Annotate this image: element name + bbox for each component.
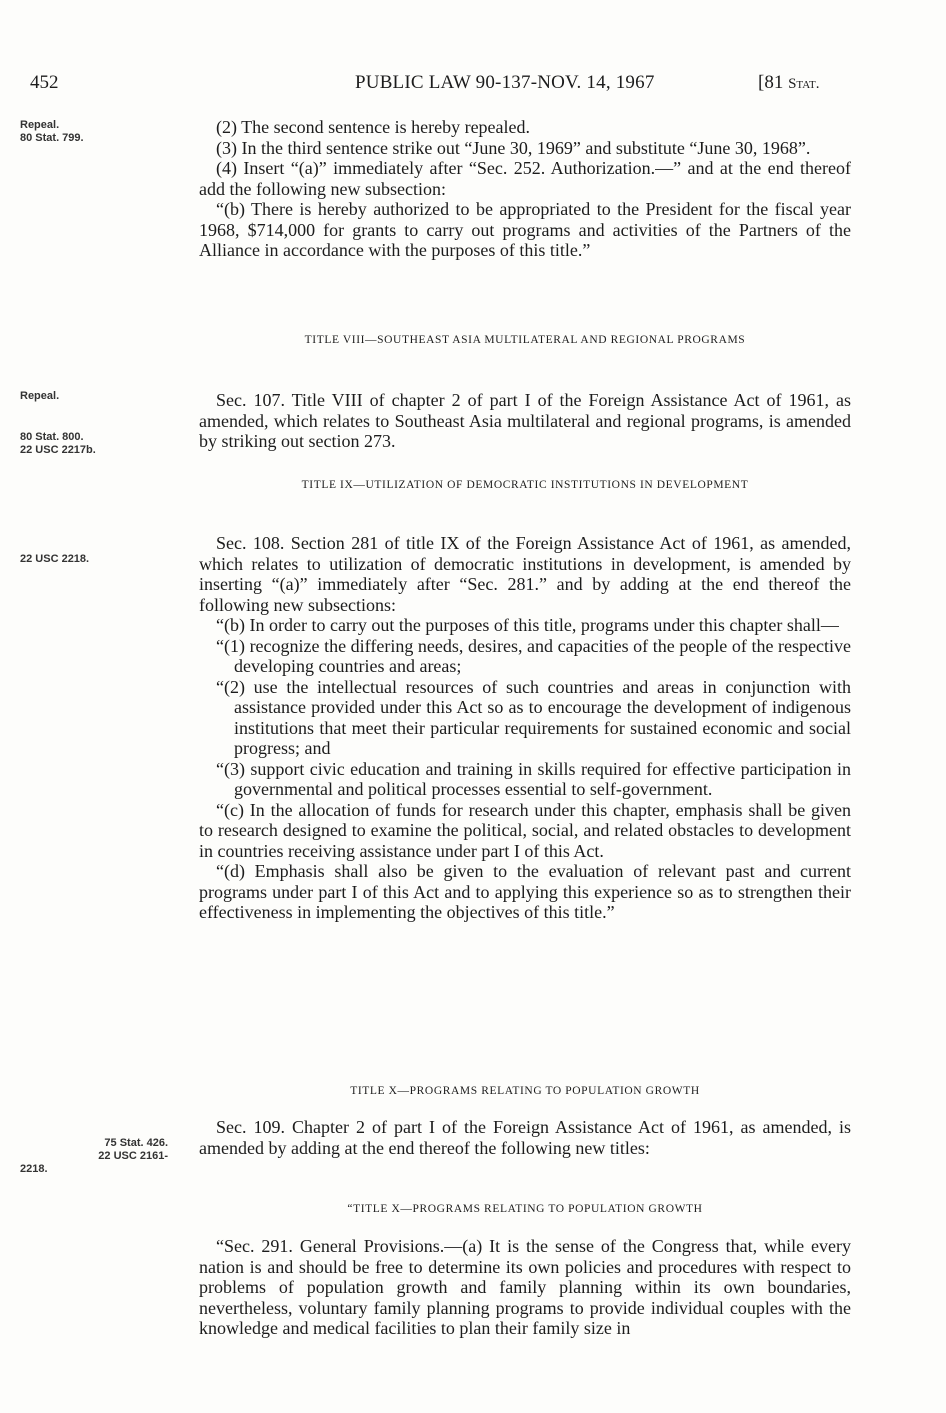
margin-citation: 75 Stat. 426. — [104, 1137, 168, 1149]
paragraph: “Sec. 291. General Provisions.—(a) It is the sense of the Congress that, while every nation is and should be free to determine its own policies and procedures with respect to problems of population growth and family planning within its own boundaries, nevertheless, voluntary family planning programs to provide individual couples with the knowledge and medical facilities to plan their family size in — [199, 1236, 851, 1338]
title-8-heading-block — [199, 331, 851, 349]
margin-citation: 22 USC 2217b. — [20, 444, 96, 456]
paragraph: (3) In the third sentence strike out “June 30, 1969” and substitute “June 30, 1968”. — [216, 137, 811, 158]
paragraph: Sec. 107. Title VIII of chapter 2 of part I of the Foreign Assistance Act of 1961, as amended, which relates to Southeast Asia multilateral and regional programs, is amended by striking out section 273. — [199, 390, 851, 451]
margin-note-sec109 — [20, 1137, 168, 1176]
page-number: 452 — [30, 72, 59, 93]
section-106-continued — [199, 117, 851, 261]
paragraph: “(b) In order to carry out the purposes of this title, programs under this chapter shall— — [216, 615, 839, 635]
margin-label: Repeal. — [20, 390, 60, 402]
margin-note-citations-sec107 — [20, 431, 170, 457]
paragraph: “(1) recognize the differing needs, desires, and capacities of the people of the respective developing countries and areas; — [216, 635, 851, 676]
section-107 — [199, 390, 851, 452]
title-10-heading-block — [199, 1082, 851, 1100]
title-9-heading-block — [199, 476, 851, 494]
margin-citation: 22 USC 2218. — [20, 553, 90, 565]
section-heading: TITLE X—PROGRAMS RELATING TO POPULATION GROWTH — [350, 1085, 700, 1097]
section-108 — [199, 533, 851, 923]
section-heading: TITLE IX—UTILIZATION OF DEMOCRATIC INSTITUTIONS IN DEVELOPMENT — [301, 479, 749, 491]
paragraph: “(2) use the intellectual resources of such countries and areas in conjunction with assistance provided under this Act so as to encourage the development of indigenous institutions that meet their particular requirements for sustained economic and social progress; and — [216, 676, 851, 758]
paragraph: (2) The second sentence is hereby repealed. — [216, 117, 531, 137]
paragraph: (4) Insert “(a)” immediately after “Sec. 252. Authorization.—” and at the end thereof add the following new subsection: — [199, 158, 851, 199]
margin-citation: 22 USC 2161- — [98, 1150, 168, 1162]
paragraph: Sec. 108. Section 281 of title IX of the Foreign Assistance Act of 1961, as amended, which relates to utilization of democratic institutions in development, is amended by inserting “(a)” immediately after “Sec. 281.” and by adding at the end thereof the following new subsections: — [199, 533, 851, 615]
margin-label: Repeal. — [20, 119, 60, 131]
statute-word: Stat. — [788, 76, 820, 92]
paragraph: “(3) support civic education and training in skills required for effective participation in governmental and political processes essential to self-government. — [216, 758, 851, 799]
paragraph: “(c) In the allocation of funds for research under this chapter, emphasis shall be given to research designed to examine the political, social, and related obstacles to development in countries receiving assistance under part I of this Act. — [199, 799, 851, 861]
margin-citation: 2218. — [20, 1163, 48, 1175]
section-109 — [199, 1117, 851, 1158]
paragraph: “(b) There is hereby authorized to be appropriated to the President for the fiscal year 1968, $714,000 for grants to carry out programs and activities of the Partners of the Alliance in accordance with the purposes of this title.” — [199, 199, 851, 260]
section-291 — [199, 1236, 851, 1339]
section-heading: “TITLE X—PROGRAMS RELATING TO POPULATION GROWTH — [347, 1203, 703, 1215]
paragraph: “(d) Emphasis shall also be given to the evaluation of relevant past and current programs under part I of this Act and to applying this experience so as to strengthen their effectiveness in implementing the objectives of this title.” — [199, 861, 851, 922]
margin-note-repeal-2 — [20, 390, 170, 403]
statute-prefix: [81 — [758, 72, 789, 93]
margin-citation: 80 Stat. 799. — [20, 132, 84, 144]
margin-citation: 80 Stat. 800. — [20, 431, 84, 443]
section-heading: TITLE VIII—SOUTHEAST ASIA MULTILATERAL AND REGIONAL PROGRAMS — [304, 334, 746, 346]
running-head-title: PUBLIC LAW 90-137-NOV. 14, 1967 — [355, 72, 655, 93]
running-head-statute — [758, 72, 819, 94]
title-10-quoted-heading-block — [199, 1200, 851, 1218]
margin-note-repeal-1 — [20, 119, 170, 145]
paragraph: Sec. 109. Chapter 2 of part I of the Foreign Assistance Act of 1961, as amended, is amended by adding at the end thereof the following new titles: — [199, 1117, 851, 1158]
margin-note-sec108 — [20, 553, 170, 566]
